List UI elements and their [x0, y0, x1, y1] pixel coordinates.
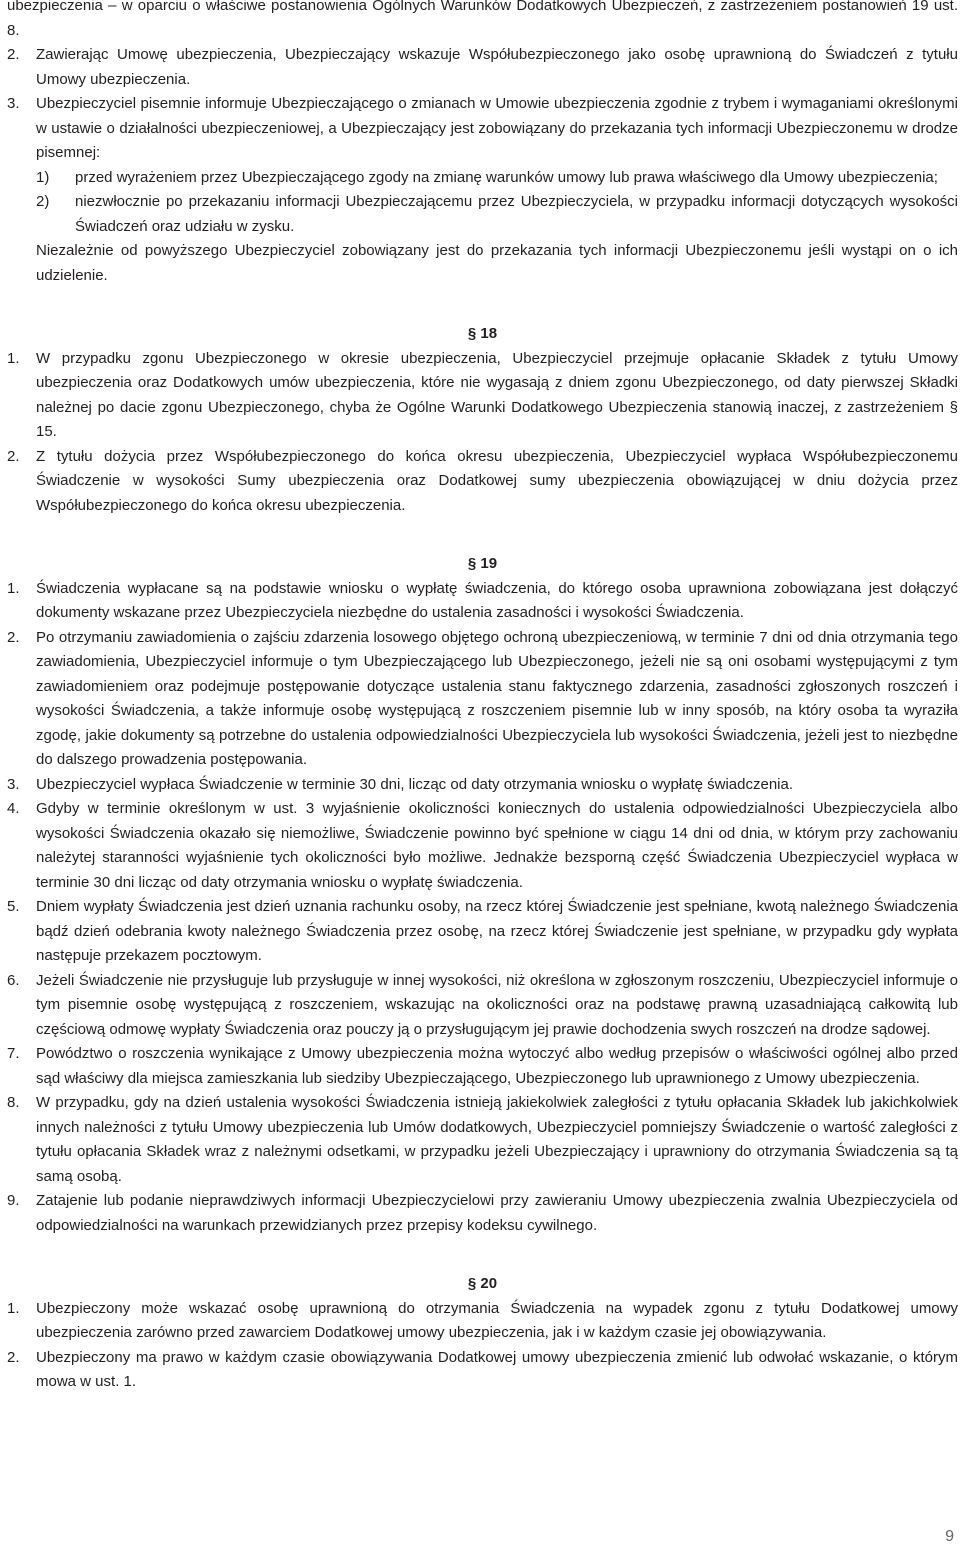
list-item	[7, 895, 958, 969]
list-item	[7, 1091, 958, 1189]
item-text: Po otrzymaniu zawiadomienia o zajściu zdarzenia losowego objętego ochroną ubezpieczeniową, w terminie 7 dni od dnia otrzymania tego zawiadomienia, Ubezpieczyciel informuje o tym Ubezpieczającego lub Ubezpieczonego, jeżeli nie są oni osobami występującymi z tym zawiadomieniem oraz podejmuje postępowanie dotyczące ustalenia stanu faktycznego zdarzenia, zasadności zgłoszonych roszczeń i wysokości Świadczenia, a także informuje osobę występującą z roszczeniem pisemnie lub w inny sposób, na który osoba ta wyraziła zgodę, jakie dokumenty są potrzebne do ustalenia odpowiedzialności Ubezpieczyciela lub wysokości Świadczenia, jeżeli jest to niezbędne do dalszego prowadzenia postępowania.	[36, 628, 958, 768]
item-text: Ubezpieczyciel pisemnie informuje Ubezpieczającego o zmianach w Umowie ubezpieczenia zgodnie z trybem i wymaganiami określonymi w ustawie o działalności ubezpieczeniowej, a Ubezpieczający jest zobowiązany do przekazania tych informacji Ubezpieczonemu w drodze pisemnej:	[36, 95, 958, 161]
list-item	[7, 797, 958, 895]
item-number: 1.	[7, 579, 20, 597]
list-item	[7, 1297, 958, 1346]
item-text: W przypadku zgonu Ubezpieczonego w okresie ubezpieczenia, Ubezpieczyciel przejmuje opłacanie Składek z tytułu Umowy ubezpieczenia oraz Dodatkowych umów ubezpieczenia, które nie wygasają z dniem zgonu Ubezpieczonego, od daty pierwszej Składki należnej po dacie zgonu Ubezpieczonego, chyba że Ogólne Warunki Dodatkowego Ubezpieczenia stanowią inaczej, z zastrzeżeniem § 15.	[36, 349, 958, 440]
item-number: 3.	[7, 775, 20, 793]
item-text: Powództwo o roszczenia wynikające z Umowy ubezpieczenia można wytoczyć albo według przepisów o właściwości ogólnej albo przed sąd właściwy dla miejsca zamieszkania lub siedziby Ubezpieczającego, Ubezpieczonego lub uprawnionego z Umowy ubezpieczenia.	[36, 1045, 958, 1087]
sub-item-number: 1)	[36, 168, 50, 186]
closing-paragraph: Niezależnie od powyższego Ubezpieczyciel zobowiązany jest do przekazania tych informacji Ubezpieczonemu jeśli wystąpi on o ich udzielenie.	[36, 242, 958, 284]
item-text: Dniem wypłaty Świadczenia jest dzień uznania rachunku osoby, na rzecz której Świadczenie jest spełniane, kwotą należnego Świadczenia bądź dzień odebrania kwoty należnego Świadczenia przez osobę, na rzecz której Świadczenie jest spełniane, w przypadku gdy wypłata następuje przekazem pocztowym.	[36, 898, 958, 964]
item-number: 8.	[7, 1094, 20, 1111]
continuation-paragraph: ubezpieczenia – w oparciu o właściwe postanowienia Ogólnych Warunków Dodatkowych Ubezpieczeń, z zastrzeżeniem postanowień 19 ust. 8.	[7, 0, 958, 39]
item-number: 3.	[7, 95, 20, 112]
sub-item-number: 2)	[36, 193, 50, 210]
list-item	[7, 1346, 958, 1395]
item-text: Jeżeli Świadczenie nie przysługuje lub przysługuje w innej wysokości, niż określona w zgłoszonym roszczeniu, Ubezpieczyciel informuje o tym pisemnie osobę występującą z roszczeniem, wskazując na okoliczności oraz na podstawę prawną uzasadniającą całkowitą lub częściową odmowę wypłaty Świadczenia oraz pouczy ją o przysługującym jej prawie dochodzenia swych roszczeń na drodze sądowej.	[36, 971, 958, 1038]
document-page	[7, 0, 958, 1395]
item-number: 7.	[7, 1045, 20, 1062]
list-item	[7, 577, 958, 626]
list-item	[7, 43, 958, 92]
item-number: 6.	[7, 971, 20, 989]
list-item	[7, 626, 958, 773]
item-number: 4.	[7, 800, 20, 817]
page-number: 9	[945, 1528, 954, 1545]
sub-item-text: niezwłocznie po przekazaniu informacji Ubezpieczającemu przez Ubezpieczyciela, w przypadku informacji dotyczących wysokości Świadczeń oraz udziału w zysku.	[75, 193, 958, 235]
section-heading: § 19	[467, 555, 498, 572]
list-item	[7, 445, 958, 519]
item-number: 1.	[7, 349, 20, 367]
item-text: Świadczenia wypłacane są na podstawie wniosku o wypłatę świadczenia, do którego osoba uprawniona zobowiązana jest dołączyć dokumenty wskazane przez Ubezpieczyciela niezbędne do ustalenia zasadności i wysokości Świadczenia.	[36, 579, 958, 621]
sub-list-item	[7, 190, 958, 239]
item-number: 5.	[7, 898, 20, 915]
list-item	[7, 1189, 958, 1238]
list-item	[7, 773, 958, 798]
item-text: Zatajenie lub podanie nieprawdziwych informacji Ubezpieczycielowi przy zawieraniu Umowy ubezpieczenia zwalnia Ubezpieczyciela od odpowiedzialności na warunkach przewidzianych przez przepisy kodeksu cywilnego.	[36, 1192, 958, 1234]
item-number: 2.	[7, 628, 20, 646]
item-text: Ubezpieczyciel wypłaca Świadczenie w terminie 30 dni, licząc od daty otrzymania wniosku o wypłatę świadczenia.	[36, 775, 794, 793]
list-item	[7, 1042, 958, 1091]
item-text: W przypadku, gdy na dzień ustalenia wysokości Świadczenia istnieją jakiekolwiek zaległości z tytułu opłacania Składek lub jakichkolwiek innych należności z tytułu Umowy ubezpieczenia lub Umów dodatkowych, Ubezpieczyciel pomniejszy Świadczenie o wartość zaległości z tytułu opłacania Składek wraz z należnymi odsetkami, w przypadku jeżeli Ubezpieczający i uprawniony do otrzymania Świadczenia są tą samą osobą.	[36, 1094, 958, 1185]
item-text: Z tytułu dożycia przez Współubezpieczonego do końca okresu ubezpieczenia, Ubezpieczyciel wypłaca Współubezpieczonemu Świadczenie w wysokości Sumy ubezpieczenia oraz Dodatkowej sumy ubezpieczenia obowiązującej w dniu dożycia przez Współubezpieczonego do końca okresu ubezpieczenia.	[36, 447, 958, 514]
sub-item-text: przed wyrażeniem przez Ubezpieczającego zgody na zmianę warunków umowy lub prawa właściwego dla Umowy ubezpieczenia;	[75, 168, 938, 186]
item-text: Gdyby w terminie określonym w ust. 3 wyjaśnienie okoliczności koniecznych do ustalenia odpowiedzialności Ubezpieczyciela albo wysokości Świadczenia okazało się niemożliwe, Świadczenie powinno być spełnione w ciągu 14 dni od dnia, w którym przy zachowaniu należytej staranności wyjaśnienie tych okoliczności było możliwe. Jednakże bezsporną część Świadczenia Ubezpieczyciel wypłaca w terminie 30 dni licząc od daty otrzymania wniosku o wypłatę świadczenia.	[36, 800, 958, 891]
item-text: Ubezpieczony ma prawo w każdym czasie obowiązywania Dodatkowej umowy ubezpieczenia zmienić lub odwołać wskazanie, o którym mowa w ust. 1.	[36, 1348, 958, 1390]
item-text: Zawierając Umowę ubezpieczenia, Ubezpieczający wskazuje Współubezpieczonego jako osobę uprawnioną do Świadczeń z tytułu Umowy ubezpieczenia.	[36, 46, 958, 88]
item-number: 2.	[7, 447, 20, 465]
item-number: 1.	[7, 1299, 20, 1317]
item-number: 2.	[7, 1348, 20, 1366]
sub-list-item	[7, 166, 958, 191]
list-item	[7, 969, 958, 1043]
section-heading: § 20	[467, 1275, 498, 1292]
list-item	[7, 92, 958, 166]
list-item	[7, 347, 958, 445]
item-number: 2.	[7, 46, 20, 63]
item-number: 9.	[7, 1192, 20, 1209]
item-text: Ubezpieczony może wskazać osobę uprawnioną do otrzymania Świadczenia na wypadek zgonu z tytułu Dodatkowej umowy ubezpieczenia zarówno przed zawarciem Dodatkowej umowy ubezpieczenia, jak i w każdym czasie jej obowiązywania.	[36, 1299, 958, 1341]
section-heading: § 18	[467, 325, 498, 342]
